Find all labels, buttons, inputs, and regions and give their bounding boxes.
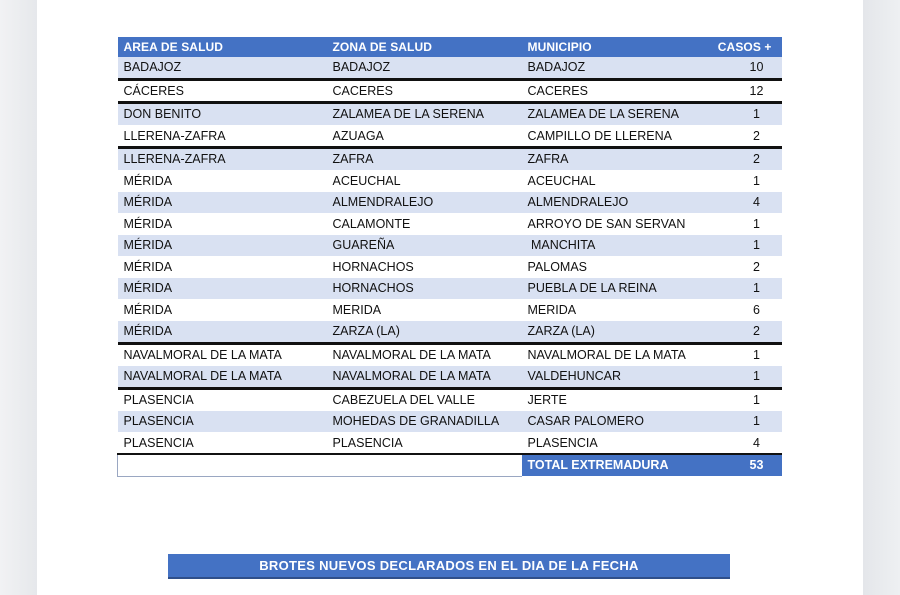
cell-zona: NAVALMORAL DE LA MATA bbox=[327, 366, 522, 389]
cell-municipio: JERTE bbox=[522, 388, 712, 411]
cell-casos: 2 bbox=[712, 256, 782, 278]
cell-zona: ALMENDRALEJO bbox=[327, 192, 522, 214]
total-value: 53 bbox=[712, 454, 782, 476]
table-row bbox=[118, 192, 782, 214]
cell-zona: ZALAMEA DE LA SERENA bbox=[327, 103, 522, 126]
cell-zona: MERIDA bbox=[327, 299, 522, 321]
cell-municipio: PALOMAS bbox=[522, 256, 712, 278]
cell-casos: 2 bbox=[712, 125, 782, 148]
cell-casos: 1 bbox=[712, 278, 782, 300]
cell-casos: 10 bbox=[712, 57, 782, 79]
cell-zona: CABEZUELA DEL VALLE bbox=[327, 388, 522, 411]
cell-area: LLERENA-ZAFRA bbox=[118, 125, 327, 148]
cell-municipio: CACERES bbox=[522, 79, 712, 103]
cell-municipio: BADAJOZ bbox=[522, 57, 712, 79]
cell-casos: 2 bbox=[712, 148, 782, 171]
table-row bbox=[118, 321, 782, 344]
cell-zona: GUAREÑA bbox=[327, 235, 522, 257]
cell-municipio: PUEBLA DE LA REINA bbox=[522, 278, 712, 300]
header-zona: ZONA DE SALUD bbox=[327, 37, 522, 57]
cell-casos: 1 bbox=[712, 411, 782, 433]
cell-zona: HORNACHOS bbox=[327, 278, 522, 300]
table-row bbox=[118, 213, 782, 235]
cell-zona: PLASENCIA bbox=[327, 432, 522, 454]
cell-casos: 1 bbox=[712, 388, 782, 411]
cell-zona: AZUAGA bbox=[327, 125, 522, 148]
cell-casos: 1 bbox=[712, 170, 782, 192]
cell-area: MÉRIDA bbox=[118, 256, 327, 278]
cell-area: LLERENA-ZAFRA bbox=[118, 148, 327, 171]
cell-casos: 4 bbox=[712, 192, 782, 214]
cell-municipio: MERIDA bbox=[522, 299, 712, 321]
cell-municipio: PLASENCIA bbox=[522, 432, 712, 454]
cell-area: DON BENITO bbox=[118, 103, 327, 126]
cell-zona: MOHEDAS DE GRANADILLA bbox=[327, 411, 522, 433]
cell-zona: ZARZA (LA) bbox=[327, 321, 522, 344]
cell-area: PLASENCIA bbox=[118, 432, 327, 454]
cell-zona: HORNACHOS bbox=[327, 256, 522, 278]
cell-area: MÉRIDA bbox=[118, 235, 327, 257]
cell-municipio: CASAR PALOMERO bbox=[522, 411, 712, 433]
table-row bbox=[118, 343, 782, 366]
cell-municipio: ZAFRA bbox=[522, 148, 712, 171]
total-row bbox=[118, 454, 782, 476]
table-row bbox=[118, 366, 782, 389]
total-blank-cell bbox=[118, 454, 522, 476]
cell-area: CÁCERES bbox=[118, 79, 327, 103]
left-margin bbox=[0, 0, 37, 595]
cell-area: MÉRIDA bbox=[118, 321, 327, 344]
cell-zona: CALAMONTE bbox=[327, 213, 522, 235]
cell-zona: BADAJOZ bbox=[327, 57, 522, 79]
table-row bbox=[118, 57, 782, 79]
cell-municipio: ACEUCHAL bbox=[522, 170, 712, 192]
header-area: AREA DE SALUD bbox=[118, 37, 327, 57]
cell-casos: 1 bbox=[712, 343, 782, 366]
cell-casos: 12 bbox=[712, 79, 782, 103]
cell-area: MÉRIDA bbox=[118, 213, 327, 235]
cell-casos: 4 bbox=[712, 432, 782, 454]
cell-zona: CACERES bbox=[327, 79, 522, 103]
cell-municipio: VALDEHUNCAR bbox=[522, 366, 712, 389]
cell-area: MÉRIDA bbox=[118, 299, 327, 321]
cell-area: PLASENCIA bbox=[118, 388, 327, 411]
table-row bbox=[118, 103, 782, 126]
cell-casos: 6 bbox=[712, 299, 782, 321]
table-row bbox=[118, 79, 782, 103]
table-row bbox=[118, 125, 782, 148]
cell-zona: NAVALMORAL DE LA MATA bbox=[327, 343, 522, 366]
table-row bbox=[118, 411, 782, 433]
cell-casos: 2 bbox=[712, 321, 782, 344]
cell-area: PLASENCIA bbox=[118, 411, 327, 433]
cell-area: MÉRIDA bbox=[118, 170, 327, 192]
cell-municipio: ARROYO DE SAN SERVAN bbox=[522, 213, 712, 235]
right-margin bbox=[863, 0, 900, 595]
cell-zona: ACEUCHAL bbox=[327, 170, 522, 192]
cell-area: NAVALMORAL DE LA MATA bbox=[118, 366, 327, 389]
cell-area: BADAJOZ bbox=[118, 57, 327, 79]
new-outbreaks-banner: BROTES NUEVOS DECLARADOS EN EL DIA DE LA FECHA bbox=[168, 554, 730, 579]
cell-municipio: NAVALMORAL DE LA MATA bbox=[522, 343, 712, 366]
table-row bbox=[118, 170, 782, 192]
table-row bbox=[118, 432, 782, 454]
table-row bbox=[118, 235, 782, 257]
table-row bbox=[118, 256, 782, 278]
cell-zona: ZAFRA bbox=[327, 148, 522, 171]
table-row bbox=[118, 278, 782, 300]
cell-municipio: CAMPILLO DE LLERENA bbox=[522, 125, 712, 148]
table-row bbox=[118, 148, 782, 171]
cell-area: MÉRIDA bbox=[118, 192, 327, 214]
cell-area: MÉRIDA bbox=[118, 278, 327, 300]
cell-casos: 1 bbox=[712, 366, 782, 389]
header-municipio: MUNICIPIO bbox=[522, 37, 712, 57]
cell-municipio: MANCHITA bbox=[522, 235, 712, 257]
cell-municipio: ZALAMEA DE LA SERENA bbox=[522, 103, 712, 126]
cell-municipio: ALMENDRALEJO bbox=[522, 192, 712, 214]
table-row bbox=[118, 299, 782, 321]
table-row bbox=[118, 388, 782, 411]
cell-area: NAVALMORAL DE LA MATA bbox=[118, 343, 327, 366]
total-label: TOTAL EXTREMADURA bbox=[522, 454, 712, 476]
cases-table bbox=[117, 37, 782, 477]
cell-municipio: ZARZA (LA) bbox=[522, 321, 712, 344]
header-casos: CASOS + bbox=[712, 37, 782, 57]
cell-casos: 1 bbox=[712, 213, 782, 235]
cell-casos: 1 bbox=[712, 235, 782, 257]
table-header-row bbox=[118, 37, 782, 57]
cell-casos: 1 bbox=[712, 103, 782, 126]
